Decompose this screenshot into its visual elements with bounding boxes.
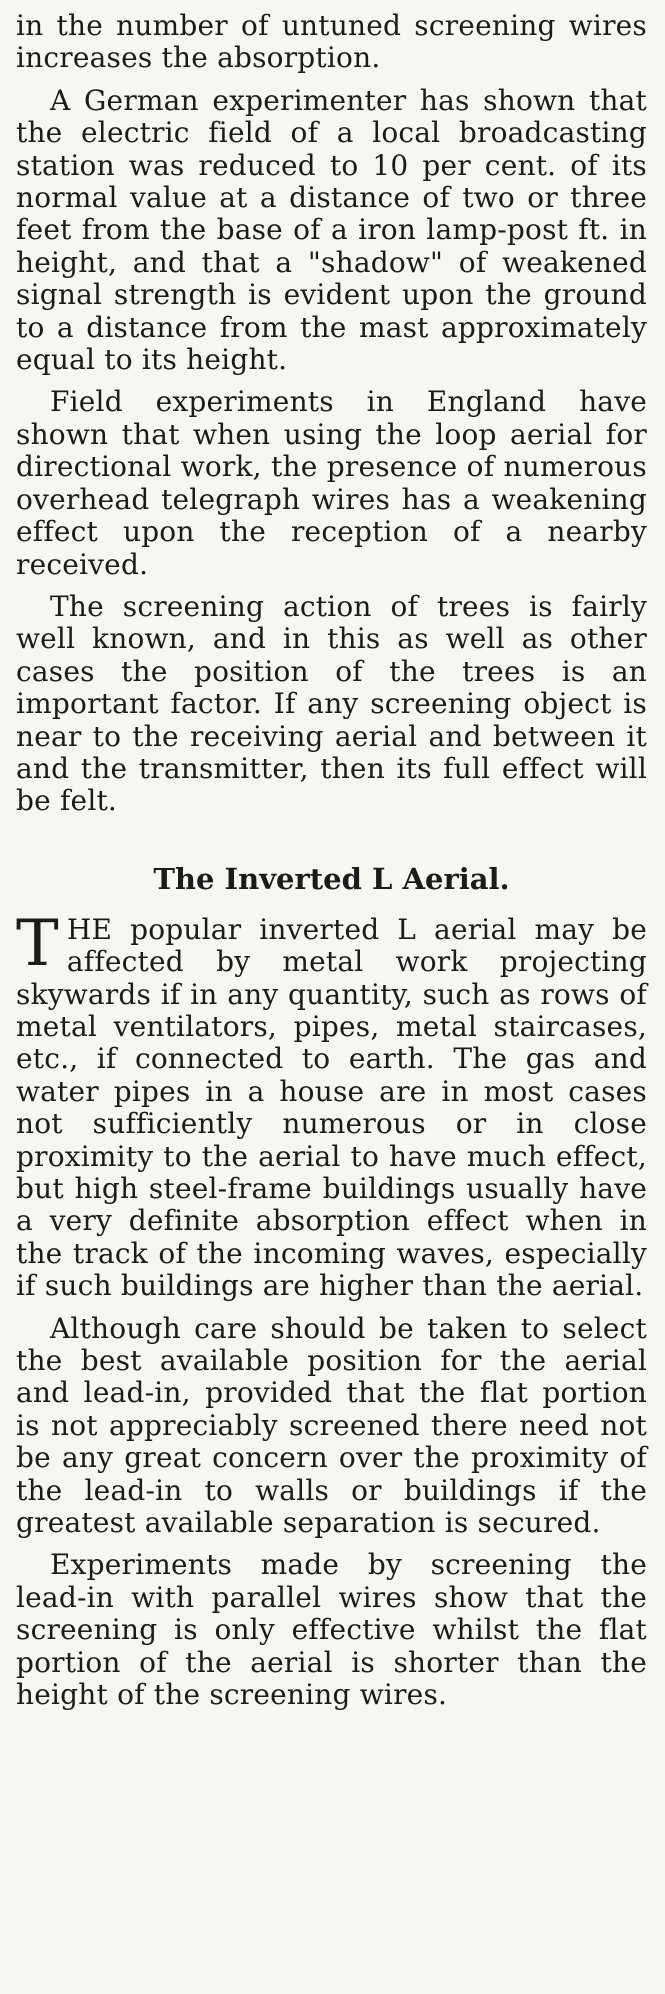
section-heading: The Inverted L Aerial. xyxy=(153,861,510,896)
paragraph-lead-in-experiments: Experiments made by screening the lead-in with parallel wires show that the screening is only effective whilst the flat portion of the aerial is shorter than the height of the screening wires. xyxy=(16,1548,647,1712)
article-column xyxy=(16,10,647,1712)
section-first-paragraph xyxy=(16,906,647,1303)
section-first-paragraph-text: HE popular inverted L aerial may be affected by metal work projecting skywards if in any quantity, such as rows of metal ventilators, pipes, metal staircases, etc., if connected to earth. The gas and water pipes in a house are in most cases not sufficiently numerous or in close proximity to the aerial to have much effect, but high steel-frame buildings usually have a very definite absorption effect when in the track of the incoming waves, especially if such buildings are higher than the aerial. xyxy=(16,912,647,1303)
paragraph-lead-in-care: Although care should be taken to select the best available position for the aerial and lead-in, provided that the flat portion is not appreciably screened there need not be any great concern over the proximity of the lead-in to walls or buildings if the greatest available separation is secured. xyxy=(16,1311,647,1540)
paragraph-field-experiments: Field experiments in England have shown that when using the loop aerial for directional work, the presence of numerous overhead telegraph wires has a weakening effect upon the reception of a nearby received. xyxy=(16,385,647,581)
paragraph-continued: in the number of untuned screening wires increases the absorption. xyxy=(16,9,647,75)
drop-cap: T xyxy=(16,906,59,981)
paragraph-german-experimenter: A German experimenter has shown that the electric field of a local broadcasting station was reduced to 10 per cent. of its normal value at a distance of two or three feet from the base of a iron lamp-post ft. in height, and that a "shadow" of weakened signal strength is evident upon the ground to a distance from the mast approximately equal to its height. xyxy=(16,83,647,377)
paragraph-trees-screening: The screening action of trees is fairly well known, and in this as well as other cases the position of the trees is an important factor. If any screening object is near to the receiving aerial and between it and the transmitter, then its full effect will be felt. xyxy=(16,589,647,818)
